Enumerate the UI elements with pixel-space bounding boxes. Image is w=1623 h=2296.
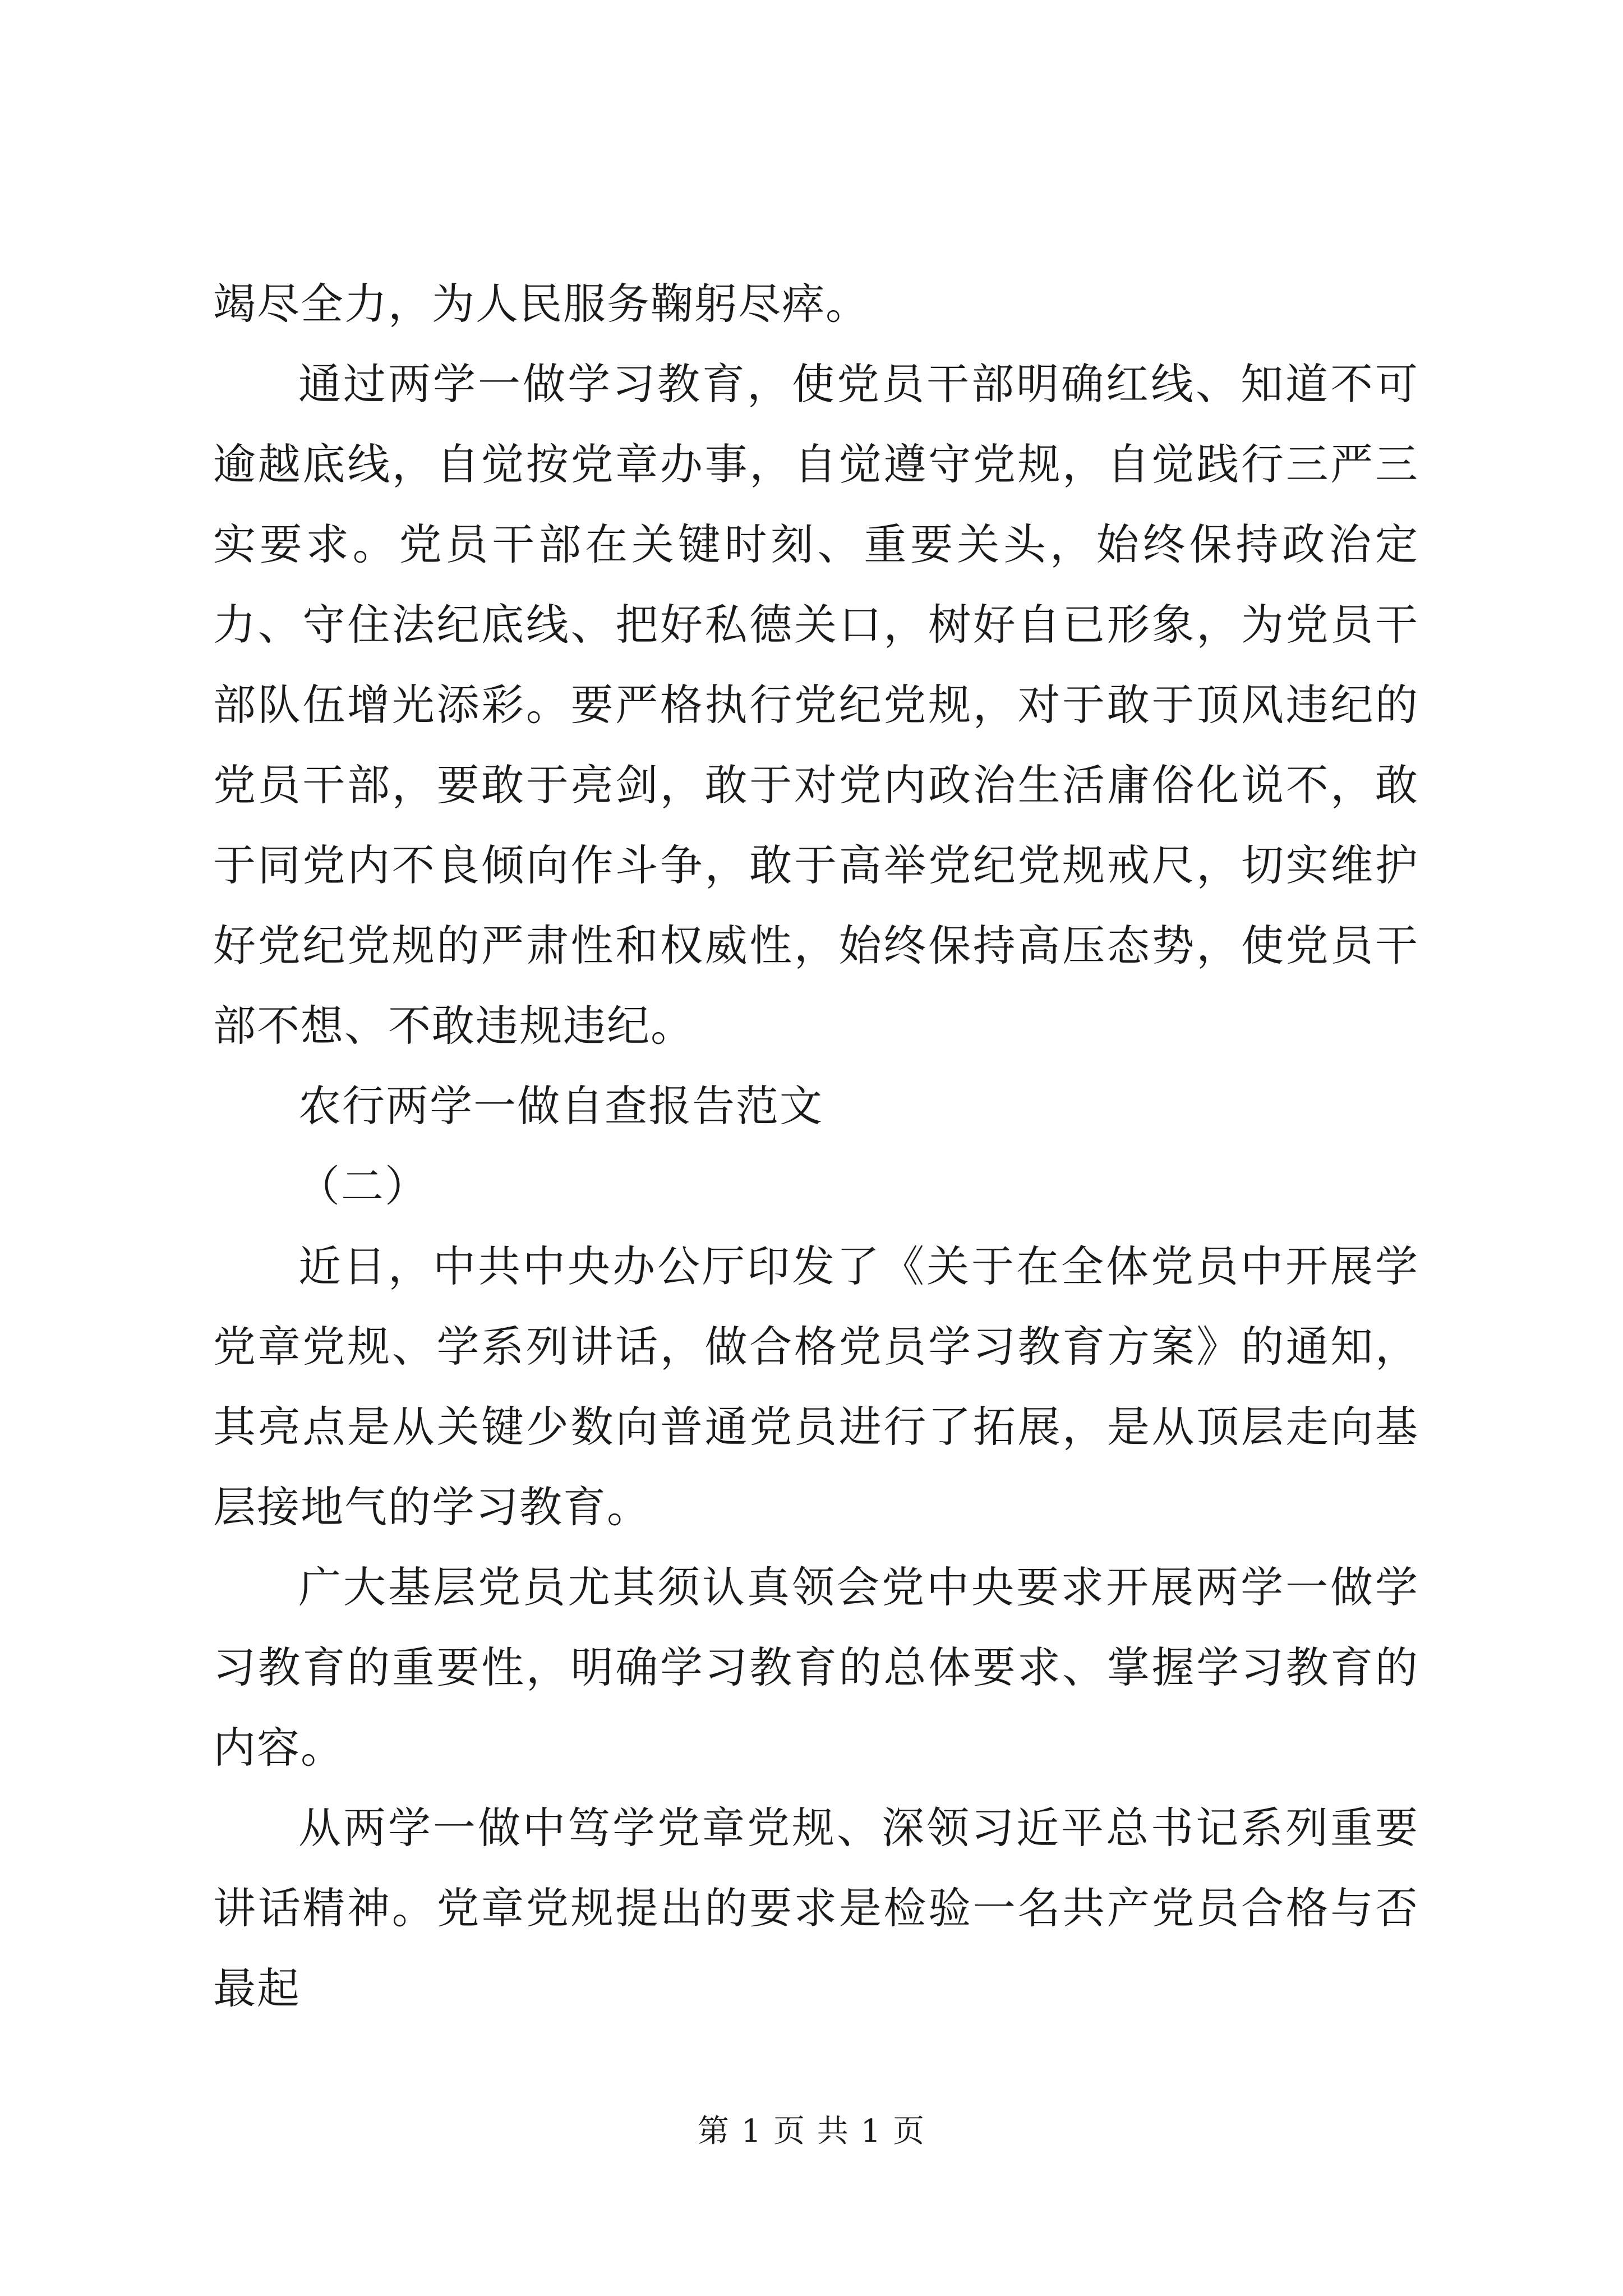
- paragraph-study: 从两学一做中笃学党章党规、深领习近平总书记系列重要讲话精神。党章党规提出的要求是检验一名共产党员合格与否最起: [213, 1803, 1419, 2013]
- document-body: [213, 264, 1419, 2028]
- paragraph-notice: 近日，中共中央办公厅印发了《关于在全体党员中开展学党章党规、学系列讲话，做合格党员学习教育方案》的通知，其亮点是从关键少数向普通党员进行了拓展，是从顶层走向基层接地气的学习教育。: [213, 1241, 1419, 1532]
- section-subheading: （二）: [297, 1161, 428, 1211]
- page-footer: 第 1 页 共 1 页: [697, 2113, 926, 2150]
- section-heading: 农行两学一做自查报告范文: [298, 1081, 823, 1131]
- paragraph-requirements: 广大基层党员尤其须认真领会党中央要求开展两学一做学习教育的重要性，明确学习教育的总体要求、掌握学习教育的内容。: [213, 1562, 1419, 1773]
- paragraph-discipline: 通过两学一做学习教育，使党员干部明确红线、知道不可逾越底线，自觉按党章办事，自觉遵守党规，自觉践行三严三实要求。党员干部在关键时刻、重要关头，始终保持政治定力、守住法纪底线、把好私德关口，树好自已形象，为党员干部队伍增光添彩。要严格执行党纪党规，对于敢于顶风违纪的党员干部，要敢于亮剑，敢于对党内政治生活庸俗化说不，敢于同党内不良倾向作斗争，敢于高举党纪党规戒尺，切实维护好党纪党规的严肃性和权威性，始终保持高压态势，使党员干部不想、不敢违规违纪。: [213, 359, 1419, 1051]
- paragraph-continuation: 竭尽全力，为人民服务鞠躬尽瘁。: [213, 279, 869, 329]
